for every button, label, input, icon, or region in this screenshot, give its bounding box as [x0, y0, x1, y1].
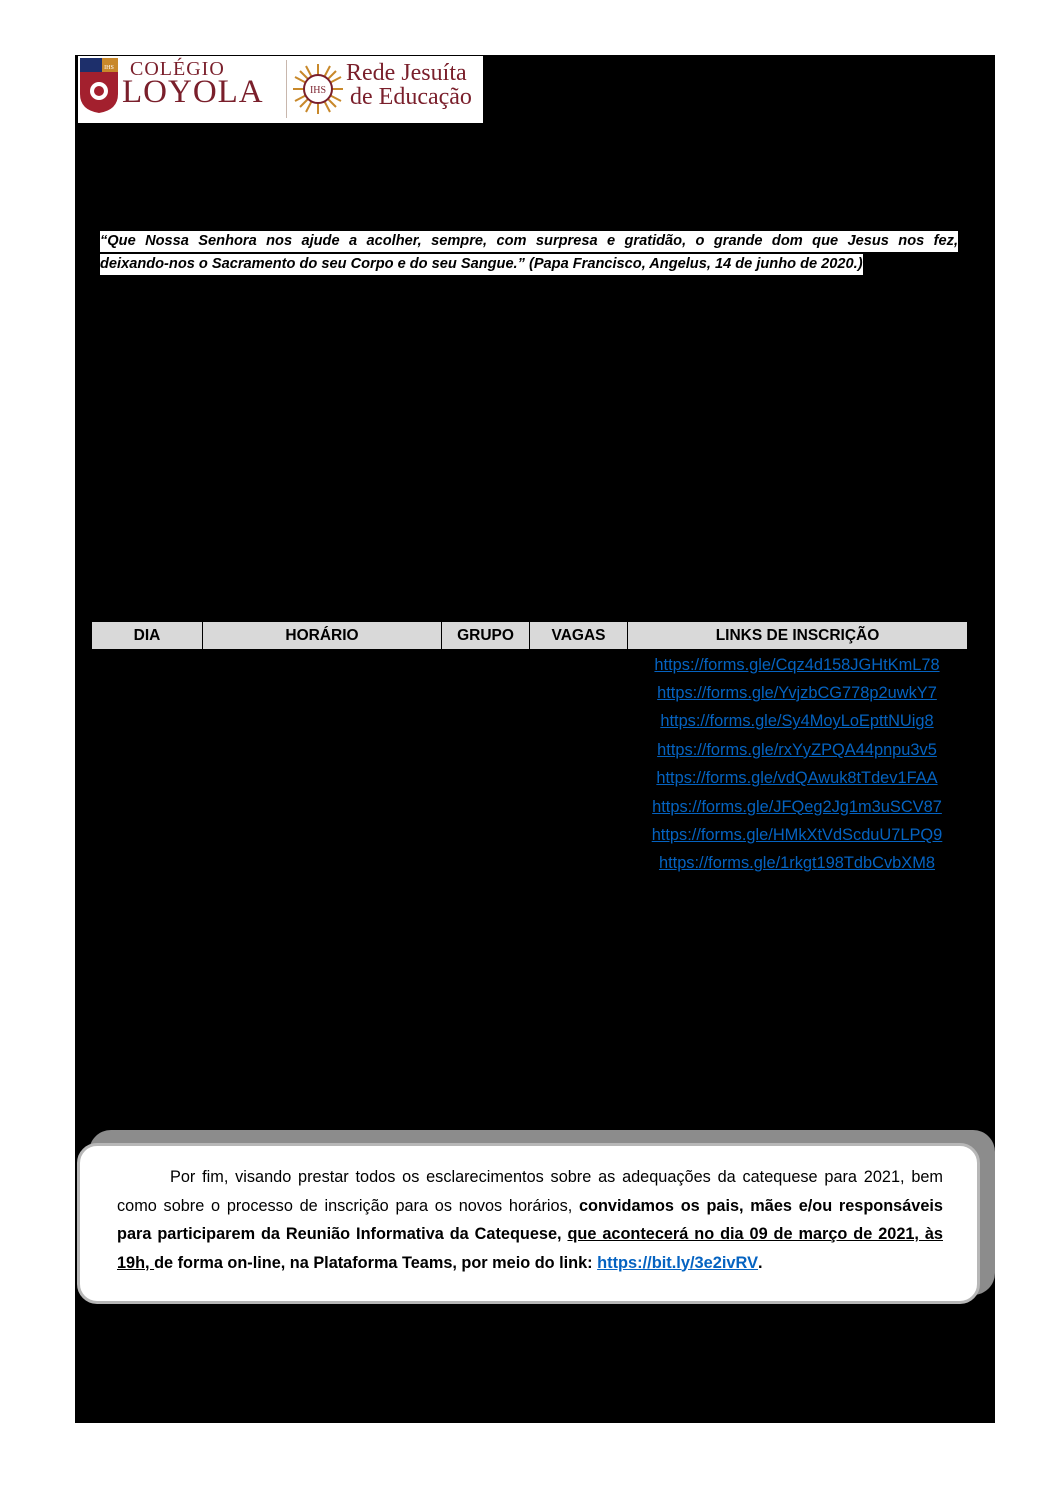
- registration-link[interactable]: https://forms.gle/vdQAwuk8tTdev1FAA: [656, 769, 938, 788]
- registration-link[interactable]: https://forms.gle/Sy4MoyLoEpttNUig8: [660, 712, 934, 731]
- school-name-line2: LOYOLA: [122, 74, 264, 110]
- registration-links-column: [627, 651, 967, 878]
- crest-icon: [80, 58, 118, 113]
- svg-text:IHS: IHS: [104, 65, 114, 71]
- table-row: [627, 736, 967, 764]
- logo-divider: [286, 60, 287, 118]
- registration-table-header: [92, 621, 967, 650]
- quote-line-1: “Que Nossa Senhora nos ajude a acolher, sempre, com surpresa e gratidão, o grande dom que Jesus nos fez,: [100, 231, 958, 252]
- table-row: [627, 765, 967, 793]
- table-row: [627, 793, 967, 821]
- meeting-link[interactable]: https://bit.ly/3e2ivRV: [597, 1253, 759, 1272]
- network-name-line2: de Educação: [350, 84, 472, 110]
- notice-text-platform: de forma on-line, na Plataforma Teams, por meio do link:: [154, 1253, 598, 1272]
- jesuit-sun-icon: [291, 62, 345, 116]
- registration-link[interactable]: https://forms.gle/Cqz4d158JGHtKmL78: [654, 655, 940, 674]
- notice-text-date: que acontecerá no dia 09 de março de 2021, às 19h,: [117, 1225, 943, 1272]
- header-logo: [78, 56, 483, 123]
- header-grupo: GRUPO: [441, 622, 529, 649]
- notice-text-end: .: [758, 1253, 763, 1272]
- header-dia: DIA: [133, 626, 161, 644]
- svg-text:IHS: IHS: [309, 85, 327, 96]
- header-horario: HORÁRIO: [202, 622, 441, 649]
- meeting-notice-box: [77, 1143, 980, 1304]
- notice-paragraph: [117, 1163, 943, 1277]
- table-row: [627, 679, 967, 707]
- registration-link[interactable]: https://forms.gle/JFQeg2Jg1m3uSCV87: [652, 797, 942, 816]
- header-vagas: VAGAS: [529, 622, 627, 649]
- notice-text-invitation: convidamos os pais, mães e/ou responsáveis para participarem da Reunião Informativa da Catequese,: [117, 1196, 943, 1243]
- registration-link[interactable]: https://forms.gle/1rkgt198TdbCvbXM8: [658, 854, 936, 873]
- notice-text-intro: Por fim, visando prestar todos os esclarecimentos sobre as adequações da catequese para 2021, bem como sobre o processo de inscrição para os novos horários,: [117, 1168, 943, 1215]
- network-name-line1: Rede Jesuíta: [346, 60, 467, 86]
- registration-link[interactable]: https://forms.gle/HMkXtVdScduU7LPQ9: [651, 826, 943, 845]
- table-row: [627, 821, 967, 849]
- table-row: [627, 651, 967, 679]
- registration-link[interactable]: https://forms.gle/rxYyZPQA44pnpu3v5: [657, 740, 937, 759]
- header-links: LINKS DE INSCRIÇÃO: [627, 622, 967, 649]
- school-name-line1: COLÉGIO: [130, 58, 225, 80]
- registration-link[interactable]: https://forms.gle/YvjzbCG778p2uwkY7: [657, 684, 937, 703]
- quote-line-2: deixando-nos o Sacramento do seu Corpo e do seu Sangue.” (Papa Francisco, Angelus, 14 de junho de 2020.): [100, 254, 863, 275]
- table-row: [627, 708, 967, 736]
- table-row: [627, 850, 967, 878]
